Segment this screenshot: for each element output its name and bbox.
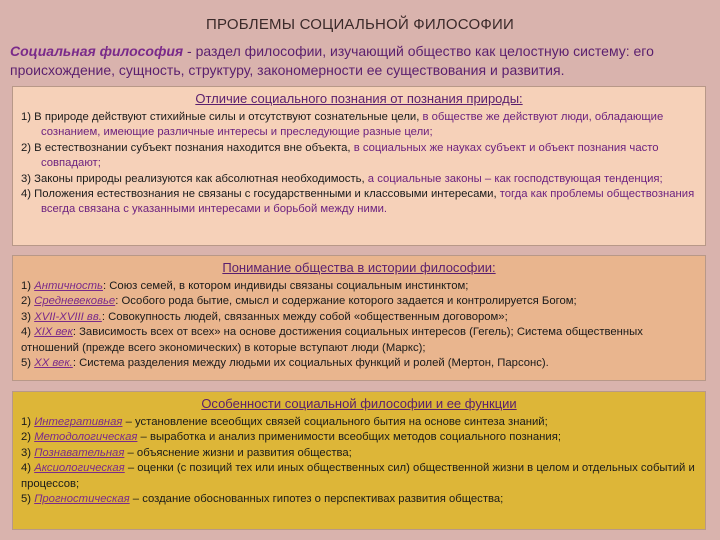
- intro-definition: [10, 42, 710, 80]
- item-term: Прогностическая: [34, 493, 130, 506]
- item-text: 3) Законы природы реализуются как абсолютная необходимость,: [21, 172, 368, 185]
- item-term: Средневековье: [34, 295, 116, 308]
- item-number: 4): [21, 462, 35, 475]
- list-item: [21, 446, 697, 461]
- item-text: : Союз семей, в котором индивиды связаны социальным инстинктом;: [102, 280, 469, 292]
- item-term: Познавательная: [34, 446, 125, 459]
- item-term: XVII-XVIII вв.: [34, 310, 102, 323]
- list-item: [21, 325, 697, 356]
- item-text: : Система разделения между людьми их социальных функций и ролей (Мертон, Парсонс).: [72, 357, 549, 370]
- list-item: [21, 110, 697, 141]
- item-text: – оценки (с позиций тех или иных общественных сил) общественной жизни в целом и отдельных событий и процессов;: [21, 462, 695, 490]
- panel-history-title: Понимание общества в истории философии:: [222, 260, 496, 275]
- list-item: [21, 310, 697, 325]
- list-item: [21, 172, 697, 187]
- item-number: 2): [21, 295, 35, 308]
- item-text: – установление всеобщих связей социального бытия на основе синтеза знаний;: [122, 416, 548, 428]
- item-text: – объяснение жизни и развития общества;: [124, 446, 352, 459]
- intro-text: - раздел философии, изучающий общество как целостную систему: его происхождение, сущность, структуру, закономерности ее существования и развития.: [10, 43, 654, 78]
- panel-functions: [12, 391, 706, 530]
- item-text: : Особого рода бытие, смысл и содержание которого задается и контролируется Богом;: [115, 295, 577, 308]
- item-contrast: а социальные законы – как господствующая тенденция;: [367, 172, 663, 185]
- item-term: Методологическая: [34, 431, 138, 444]
- list-item: [21, 356, 697, 371]
- item-term: Аксиологическая: [34, 462, 125, 475]
- item-number: 5): [21, 357, 35, 370]
- item-text: 2) В естествознании субъект познания находится вне объекта,: [21, 141, 354, 154]
- panel-functions-title: Особенности социальной философии и ее функции: [201, 396, 517, 411]
- item-term: Античность: [34, 280, 103, 292]
- panel-differences: [12, 86, 706, 246]
- item-term: Интегративная: [34, 416, 123, 428]
- item-number: 1): [21, 280, 35, 292]
- list-item: [21, 430, 697, 445]
- list-item: [21, 187, 697, 218]
- list-item: [21, 415, 697, 430]
- panel-differences-title: Отличие социального познания от познания природы:: [195, 91, 523, 106]
- item-contrast: в социальных же науках субъект и объект познания часто совпадают;: [41, 141, 659, 170]
- panel-history: [12, 255, 706, 381]
- item-number: 2): [21, 431, 35, 444]
- item-contrast: тогда как проблемы обществознания всегда связана с указанными интересами и борьбой между ними.: [41, 188, 695, 216]
- item-text: 4) Положения естествознания не связаны с государственными и классовыми интересами,: [21, 188, 500, 201]
- item-term: XX век.: [34, 357, 73, 370]
- item-number: 3): [21, 310, 35, 323]
- item-number: 1): [21, 416, 35, 428]
- list-item: [21, 294, 697, 309]
- list-item: [21, 141, 697, 172]
- item-text: : Совокупность людей, связанных между собой «общественным договором»;: [101, 310, 508, 323]
- page-title: ПРОБЛЕМЫ СОЦИАЛЬНОЙ ФИЛОСОФИИ: [206, 16, 514, 33]
- item-text: : Зависимость всех от всех» на основе достижения социальных интересов (Гегель); Система общественных отношений (прежде всего экономических) в которые вступают люди (Маркс);: [21, 326, 643, 354]
- item-term: XIX век: [34, 326, 73, 339]
- list-item: [21, 492, 697, 507]
- item-number: 3): [21, 446, 35, 459]
- item-number: 4): [21, 326, 35, 339]
- list-item: [21, 279, 697, 294]
- item-number: 5): [21, 493, 35, 506]
- item-text: – выработка и анализ применимости всеобщих методов социального познания;: [137, 431, 561, 444]
- list-item: [21, 461, 697, 492]
- item-contrast: в обществе же действуют люди, обладающие сознанием, имеющие различные интересы и преследующие разные цели;: [41, 111, 664, 139]
- item-text: – создание обоснованных гипотез о перспективах развития общества;: [129, 493, 504, 506]
- intro-term: Социальная философия: [10, 43, 184, 59]
- item-text: 1) В природе действуют стихийные силы и отсутствуют сознательные цели,: [21, 111, 423, 123]
